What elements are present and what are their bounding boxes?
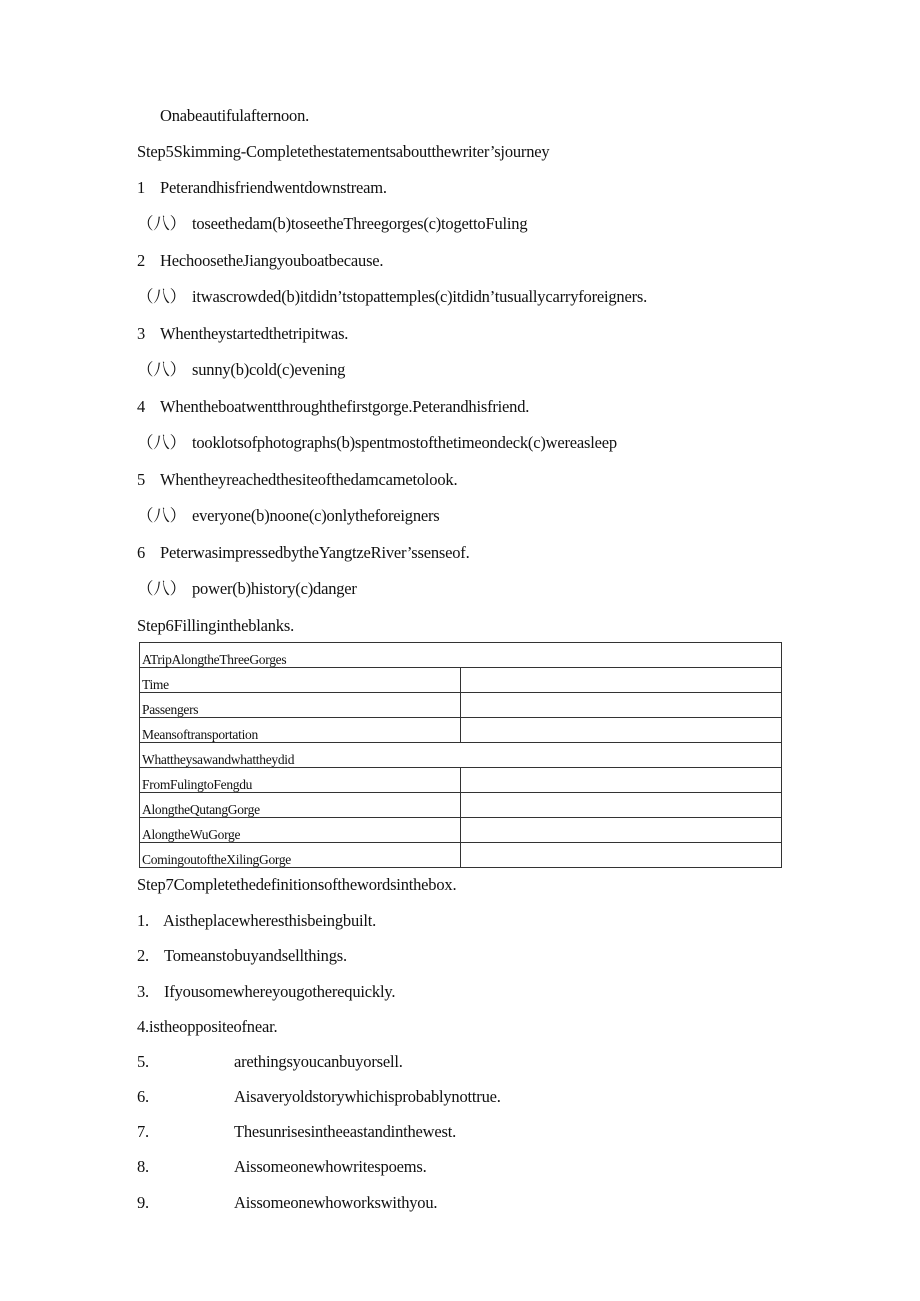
table-row [140, 743, 782, 768]
table-row [140, 768, 782, 793]
intro-text: Onabeautifulafternoon. [160, 106, 310, 125]
question-number: 2 [137, 251, 146, 270]
option-prefix: （八） [137, 214, 186, 233]
definition-6 [137, 1087, 501, 1107]
question-5 [137, 470, 457, 490]
options-text: toseethedam(b)toseetheThreegorges(c)togettoFuling [192, 214, 528, 233]
question-text: Whentheystartedthetripitwas. [160, 324, 349, 343]
question-2-options [137, 287, 647, 307]
definition-5 [137, 1052, 403, 1072]
table-blank-cell[interactable] [461, 718, 782, 743]
fill-in-table [139, 642, 782, 868]
table-row [140, 718, 782, 743]
definition-8 [137, 1157, 427, 1177]
table-section-cell: Whattheysawandwhattheydid [140, 743, 782, 768]
table-row [140, 818, 782, 843]
definition-3 [137, 982, 395, 1002]
table-label-cell: Time [140, 668, 461, 693]
option-prefix: （八） [137, 579, 186, 598]
table-label-cell: Passengers [140, 693, 461, 718]
question-text: Whentheyreachedthesiteofthedamcametolook. [160, 470, 458, 489]
table-header-cell: ATripAlongtheThreeGorges [140, 643, 782, 668]
definition-number: 4. [137, 1017, 149, 1036]
definition-9 [137, 1193, 437, 1213]
definition-4 [137, 1017, 277, 1037]
table-row [140, 693, 782, 718]
table-row [140, 843, 782, 868]
definition-number: 3. [137, 982, 149, 1001]
table-label-cell: AlongtheWuGorge [140, 818, 461, 843]
definition-text: arethingsyoucanbuyorsell. [234, 1052, 403, 1071]
definition-text: Ifyousomewhereyougotherequickly. [164, 982, 396, 1001]
question-3 [137, 324, 348, 344]
definition-text: Thesunrisesintheeastandinthewest. [234, 1122, 457, 1141]
table-blank-cell[interactable] [461, 843, 782, 868]
definition-text: Aistheplacewheresthisbeingbuilt. [163, 911, 377, 930]
definition-number: 2. [137, 946, 149, 965]
table-label-cell: Meansoftransportation [140, 718, 461, 743]
options-text: power(b)history(c)danger [192, 579, 357, 598]
table-blank-cell[interactable] [461, 818, 782, 843]
intro-line [160, 106, 309, 126]
question-6 [137, 543, 470, 563]
option-prefix: （八） [137, 433, 186, 452]
question-5-options [137, 506, 440, 526]
table-label-cell: ComingoutoftheXilingGorge [140, 843, 461, 868]
options-text: itwascrowded(b)itdidn’tstopattemples(c)itdidn’tusuallycarryforeigners. [192, 287, 648, 306]
question-2 [137, 251, 383, 271]
question-number: 4 [137, 397, 146, 416]
option-prefix: （八） [137, 360, 186, 379]
definition-1 [137, 911, 376, 931]
options-text: everyone(b)noone(c)onlytheforeigners [192, 506, 440, 525]
definition-number: 8. [137, 1157, 149, 1176]
table-row [140, 643, 782, 668]
question-3-options [137, 360, 345, 380]
definition-text: istheoppositeofnear. [148, 1017, 278, 1036]
question-number: 1 [137, 178, 146, 197]
definition-number: 5. [137, 1052, 149, 1071]
question-1 [137, 178, 387, 198]
definition-text: Aissomeonewhowritespoems. [234, 1157, 427, 1176]
question-text: Peterandhisfriendwentdownstream. [160, 178, 387, 197]
definition-text: Aisaveryoldstorywhichisprobablynottrue. [234, 1087, 501, 1106]
question-1-options [137, 214, 527, 234]
definition-number: 6. [137, 1087, 149, 1106]
definition-text: Aissomeonewhoworkswithyou. [234, 1193, 438, 1212]
question-4-options [137, 433, 617, 453]
step7-title: Step7Completethedefinitionsofthewordsinthebox. [137, 875, 457, 894]
question-number: 3 [137, 324, 146, 343]
step5-title: Step5Skimming-Completethestatementsaboutthewriter’sjourney [137, 142, 550, 161]
question-number: 5 [137, 470, 146, 489]
definition-number: 9. [137, 1193, 149, 1212]
definition-number: 7. [137, 1122, 149, 1141]
table-row [140, 793, 782, 818]
table-label-cell: FromFulingtoFengdu [140, 768, 461, 793]
definition-7 [137, 1122, 456, 1142]
table-blank-cell[interactable] [461, 668, 782, 693]
table-label-cell: AlongtheQutangGorge [140, 793, 461, 818]
table-blank-cell[interactable] [461, 793, 782, 818]
definition-2 [137, 946, 347, 966]
table-row [140, 668, 782, 693]
option-prefix: （八） [137, 506, 186, 525]
question-number: 6 [137, 543, 146, 562]
question-text: PeterwasimpressedbytheYangtzeRiver’ssenseof. [160, 543, 470, 562]
option-prefix: （八） [137, 287, 186, 306]
question-6-options [137, 579, 357, 599]
question-text: Whentheboatwentthroughthefirstgorge.Peterandhisfriend. [160, 397, 530, 416]
options-text: sunny(b)cold(c)evening [192, 360, 346, 379]
question-4 [137, 397, 529, 417]
question-text: HechoosetheJiangyouboatbecause. [160, 251, 384, 270]
table-blank-cell[interactable] [461, 768, 782, 793]
definition-text: Tomeanstobuyandsellthings. [164, 946, 347, 965]
options-text: tooklotsofphotographs(b)spentmostofthetimeondeck(c)wereasleep [192, 433, 617, 452]
definition-number: 1. [137, 911, 149, 930]
step6-title: Step6Fillingintheblanks. [137, 616, 294, 635]
table-blank-cell[interactable] [461, 693, 782, 718]
